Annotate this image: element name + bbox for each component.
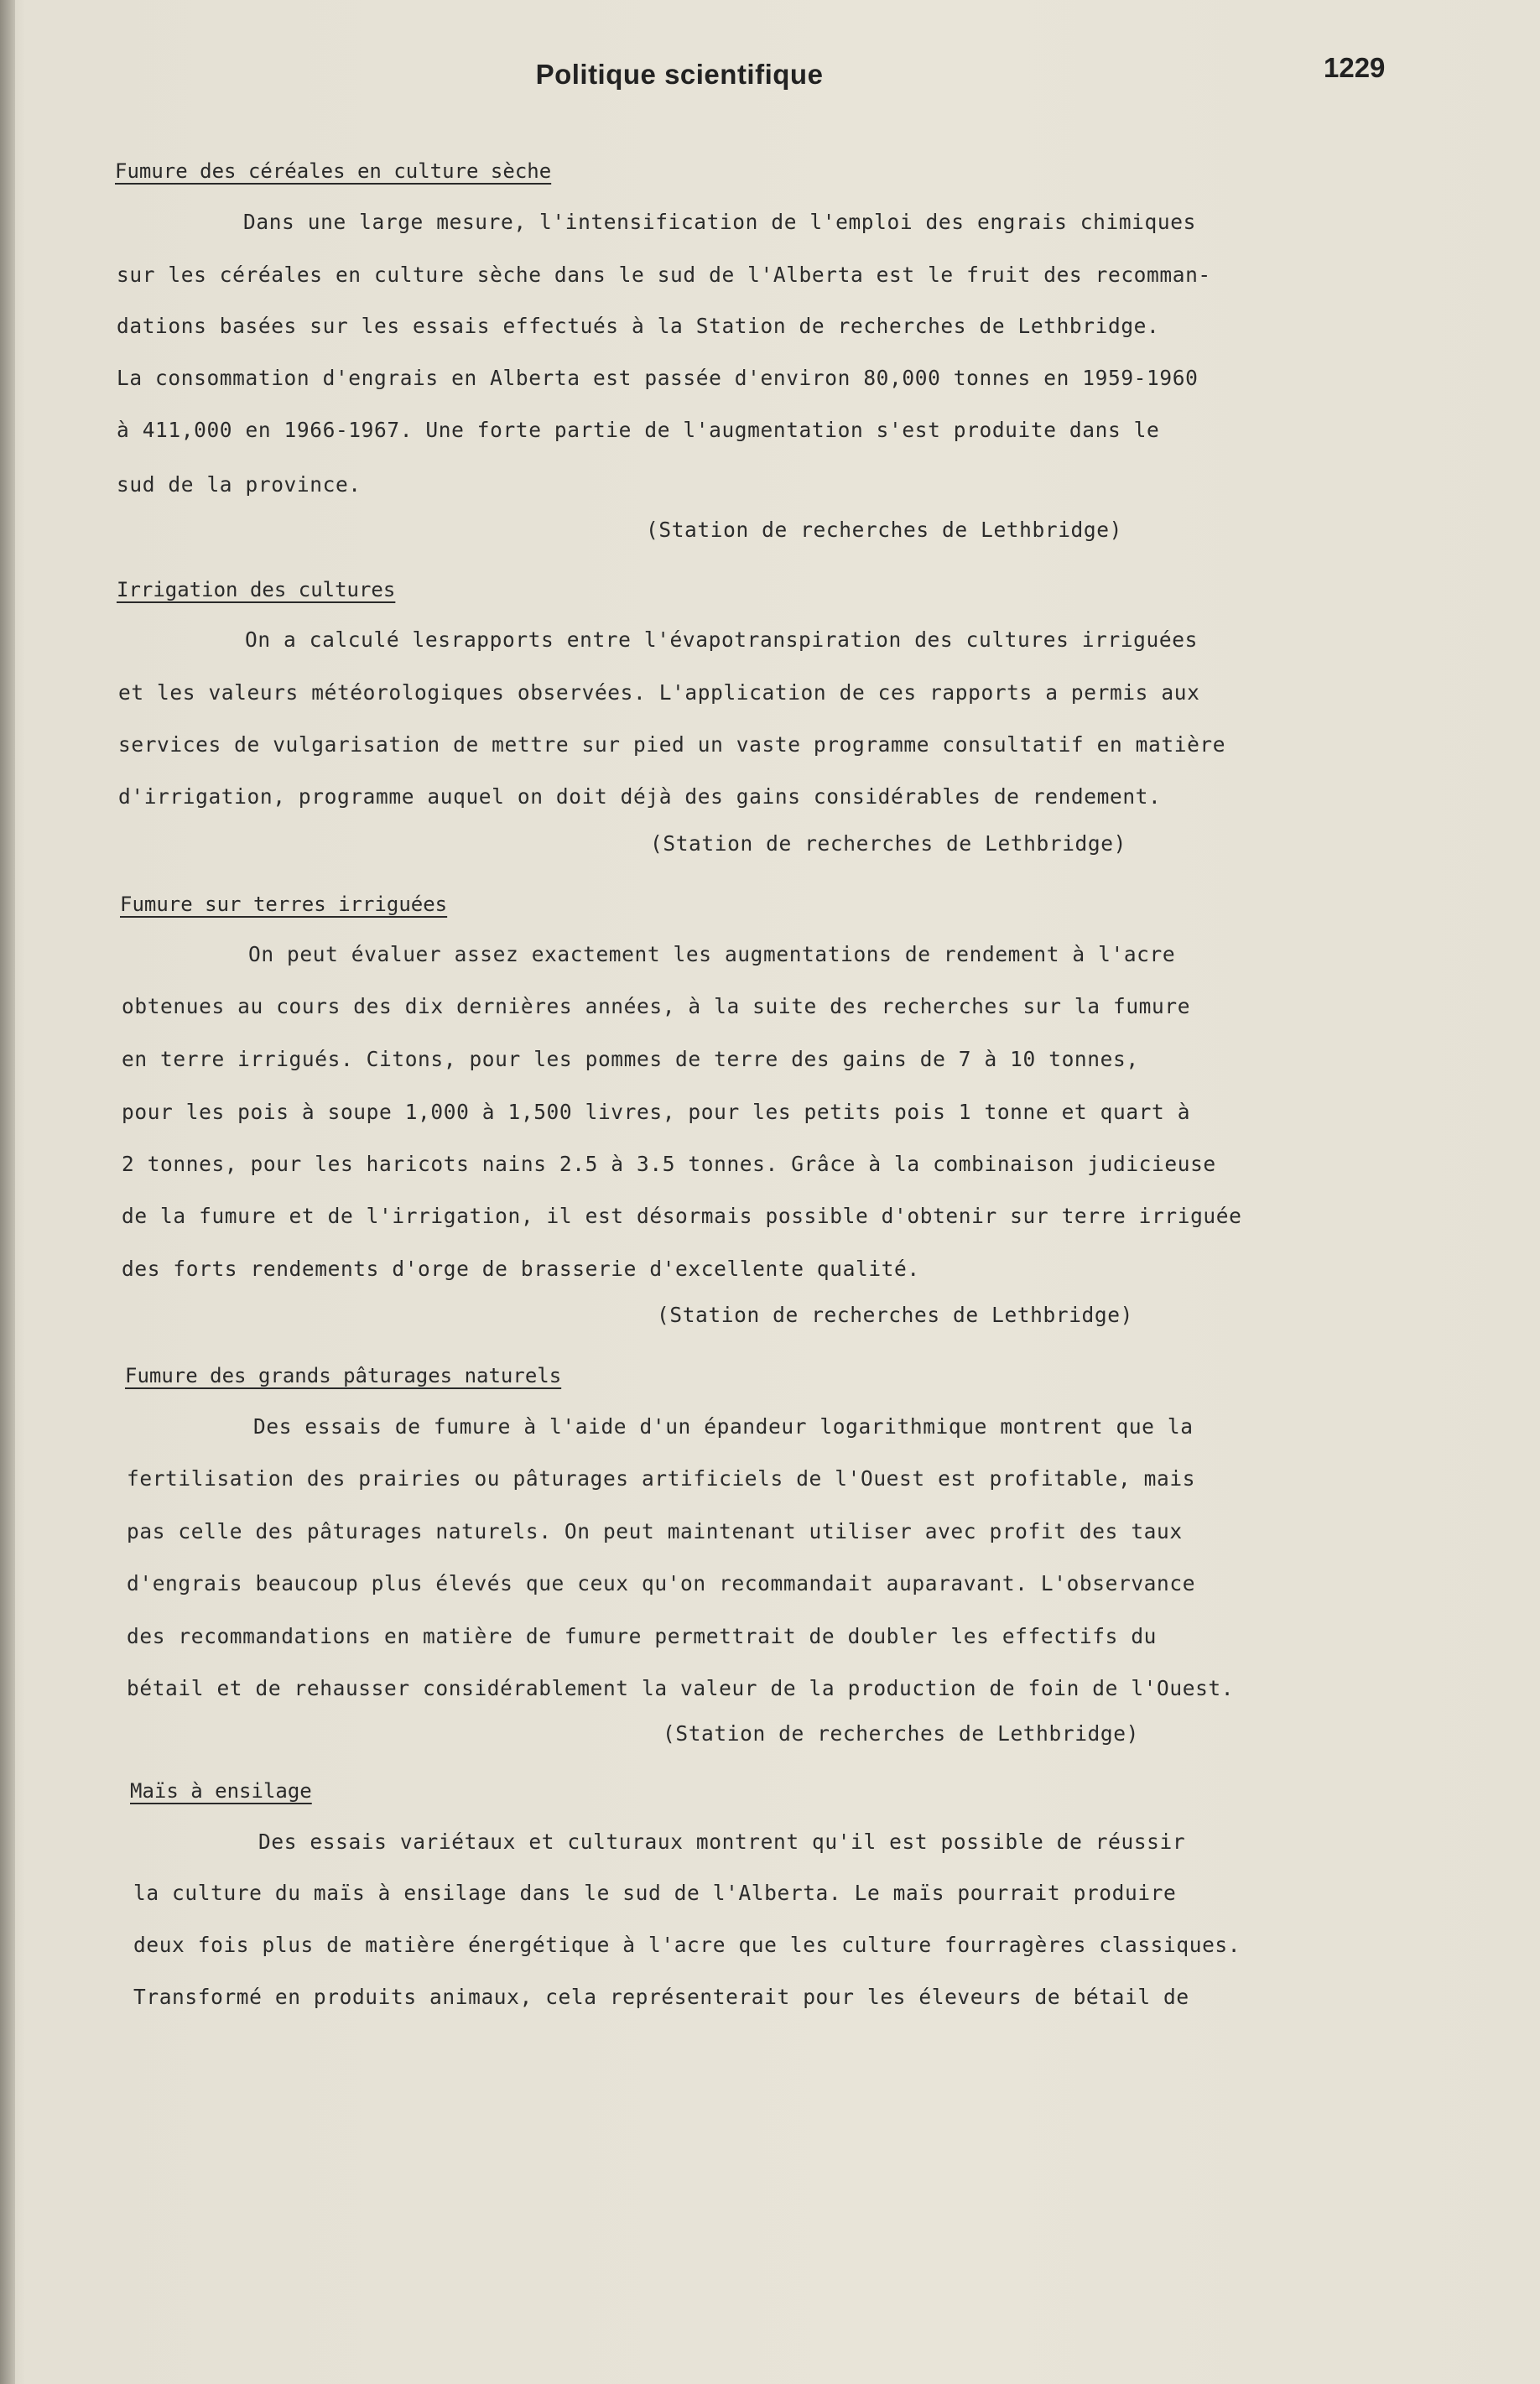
paragraph-line: bétail et de rehausser considérablement la valeur de la production de foin de l'Ouest. — [127, 1676, 1235, 1700]
paragraph-line: pour les pois à soupe 1,000 à 1,500 livres, pour les petits pois 1 tonne et quart à — [122, 1100, 1191, 1124]
source-citation: (Station de recherches de Lethbridge) — [663, 1721, 1139, 1746]
section-heading: Maïs à ensilage — [130, 1779, 312, 1803]
paragraph-line: obtenues au cours des dix dernières années, à la suite des recherches sur la fumure — [122, 994, 1191, 1018]
paragraph-line: 2 tonnes, pour les haricots nains 2.5 à 3.5 tonnes. Grâce à la combinaison judicieuse — [122, 1152, 1216, 1176]
source-citation: (Station de recherches de Lethbridge) — [646, 518, 1122, 542]
paragraph-line: à 411,000 en 1966-1967. Une forte partie de l'augmentation s'est produite dans le — [117, 418, 1160, 442]
section-heading: Irrigation des cultures — [117, 578, 396, 601]
paragraph-line: Des essais variétaux et culturaux montrent qu'il est possible de réussir — [258, 1830, 1186, 1854]
paragraph-line: Transformé en produits animaux, cela représenterait pour les éleveurs de bétail de — [133, 1985, 1189, 2009]
source-citation: (Station de recherches de Lethbridge) — [650, 831, 1126, 856]
source-citation: (Station de recherches de Lethbridge) — [657, 1303, 1133, 1327]
paragraph-line: d'irrigation, programme auquel on doit déjà des gains considérables de rendement. — [118, 784, 1162, 809]
paragraph-line: sur les céréales en culture sèche dans le sud de l'Alberta est le fruit des recomman- — [117, 263, 1211, 287]
paragraph-line: des forts rendements d'orge de brasserie d'excellente qualité. — [122, 1257, 920, 1281]
paragraph-line: services de vulgarisation de mettre sur pied un vaste programme consultatif en matière — [118, 732, 1226, 757]
paragraph-line: des recommandations en matière de fumure permettrait de doubler les effectifs du — [127, 1624, 1158, 1648]
section-heading: Fumure des céréales en culture sèche — [115, 159, 552, 183]
page-title: Politique scientifique — [535, 59, 824, 90]
paragraph-line: la culture du maïs à ensilage dans le sud de l'Alberta. Le maïs pourrait produire — [133, 1881, 1177, 1905]
paragraph-line: dations basées sur les essais effectués à la Station de recherches de Lethbridge. — [117, 314, 1160, 338]
paragraph-line: Des essais de fumure à l'aide d'un épandeur logarithmique montrent que la — [253, 1414, 1194, 1439]
paragraph-line: et les valeurs météorologiques observées. L'application de ces rapports a permis aux — [118, 680, 1200, 705]
paragraph-line: La consommation d'engrais en Alberta est passée d'environ 80,000 tonnes en 1959-1960 — [117, 366, 1199, 390]
paragraph-line: On a calculé lesrapports entre l'évapotranspiration des cultures irriguées — [245, 627, 1198, 652]
page-number: 1229 — [1324, 52, 1386, 83]
paragraph-line: d'engrais beaucoup plus élevés que ceux qu'on recommandait auparavant. L'observance — [127, 1571, 1196, 1595]
paragraph-line: pas celle des pâturages naturels. On peut maintenant utiliser avec profit des taux — [127, 1519, 1183, 1543]
section-heading: Fumure sur terres irriguées — [120, 893, 448, 916]
paragraph-line: deux fois plus de matière énergétique à l'acre que les culture fourragères classiques. — [133, 1933, 1241, 1957]
paragraph-line: fertilisation des prairies ou pâturages artificiels de l'Ouest est profitable, mais — [127, 1466, 1196, 1491]
paragraph-line: de la fumure et de l'irrigation, il est désormais possible d'obtenir sur terre irriguée — [122, 1204, 1242, 1228]
paragraph-line: en terre irrigués. Citons, pour les pommes de terre des gains de 7 à 10 tonnes, — [122, 1047, 1139, 1071]
paragraph-line: sud de la province. — [117, 472, 362, 497]
page-binding-edge — [0, 0, 15, 2384]
paragraph-line: Dans une large mesure, l'intensification de l'emploi des engrais chimiques — [243, 210, 1196, 234]
section-heading: Fumure des grands pâturages naturels — [125, 1364, 562, 1387]
paragraph-line: On peut évaluer assez exactement les augmentations de rendement à l'acre — [248, 942, 1176, 966]
